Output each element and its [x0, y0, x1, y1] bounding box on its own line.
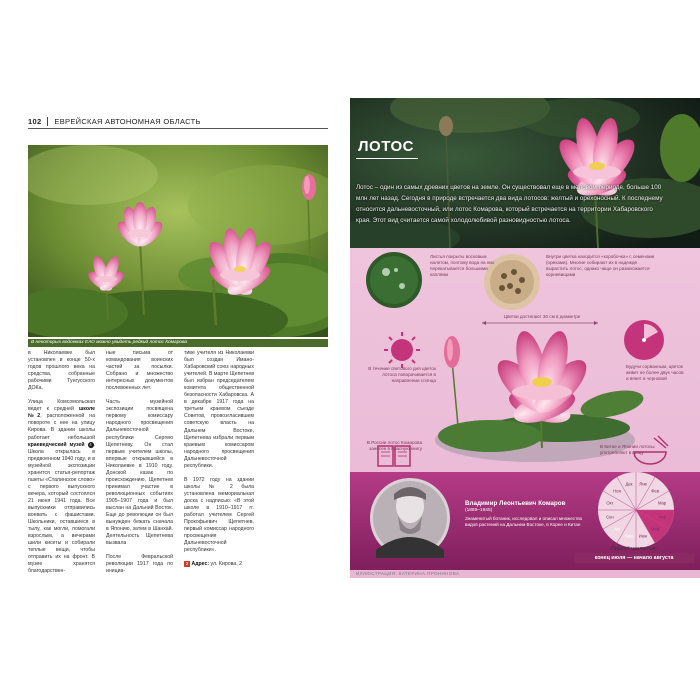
note-leaf: Листья покрыты восковым налетом, поэтому вода на них перекатывается большими каплями: [430, 254, 495, 277]
header-divider: [47, 117, 48, 126]
text-columns: [28, 350, 328, 590]
month-label: Дек: [625, 481, 633, 487]
month-label: Июн: [638, 533, 648, 539]
month-label: Мар: [657, 500, 667, 506]
region-title: ЕВРЕЙСКАЯ АВТОНОМНАЯ ОБЛАСТЬ: [54, 117, 201, 126]
paragraph: [28, 399, 95, 575]
infographic-title: ЛОТОС: [358, 138, 414, 155]
note-sun: В течение светового дня цветок лотоса поворачивается в направлении солнца: [368, 366, 436, 383]
illustration-credit: ИЛЛЮСТРАЦИЯ: КАТЕРИНА ПРОНИНОВА: [356, 571, 460, 576]
page-number: 102: [28, 117, 42, 126]
month-label: Окт: [606, 500, 614, 506]
bio-text: Знаменитый ботаник, исследовал и описал множество видов растений на Дальнем Востоке, в Корее и Китае: [465, 516, 583, 528]
bio-name: Владимир Леонтьевич Комаров: [465, 500, 566, 507]
address-icon: 2: [185, 561, 189, 567]
page-header: [28, 115, 328, 129]
note-clock: Будучи сорванным, цветок живет не более двух часов и вянет в черновой: [626, 364, 684, 381]
left-page: [28, 115, 328, 585]
paragraph: ные письма от командования воинских частей за посылки. Собрано и множество интересных документов послевоенных лет.: [106, 350, 173, 392]
address-label: Адрес:: [191, 561, 210, 568]
text-run: , расположенной на повороте с нее на улицу Кирова. В здании школы работает небольшой: [28, 413, 96, 441]
period-label: Период цветения:: [610, 546, 658, 552]
photo-caption: В некоторых водоемах ЕАО можно увидеть редкий лотос Комарова: [28, 339, 328, 347]
map-marker-icon: 4: [89, 441, 92, 447]
komarov-bio: [465, 500, 585, 528]
paragraph: В 1972 году на здании школы № 2 была установлена мемориальная доска с надписью: «В этой школе в 1910–1917 гг. работал учителем Сергей Прокофьевич Щепетнев, первый комиссар народного просвещения Дальневосточной республики».: [184, 476, 254, 554]
school-name: школе №2: [28, 406, 95, 420]
bio-years: (1869–1945): [465, 508, 493, 513]
text-column-1: [28, 350, 95, 575]
infographic-header-photo: [350, 98, 700, 248]
note-diameter: Цветки достигают 30 см в диаметре: [503, 314, 581, 319]
museum-name: краеведческий музей: [28, 441, 85, 448]
month-label: Май: [650, 526, 660, 532]
month-label: Янв: [639, 481, 647, 487]
text-column-3: [184, 350, 254, 568]
note-pod: Внутри цветка находится «коробочка» с семенами (орехами). Многие собирают их в надежде вырастить лотос, однако чаще он размножается корневищами: [546, 254, 655, 277]
text-column-2: [106, 350, 173, 575]
note-red-book: В России лотос Комарова занесен в Красную книгу: [366, 440, 422, 451]
paragraph: Часть музейной экспозиции посвящена первому комиссару народного просвещения Дальневосточной республики Сергею Щепетневу. Он стал первым учителем школы, впервые открывшейся в Николаевке в 1910 году. Донской казак по происхождению, Щепетнев принимал участие в революционных событиях 1905–1907 года и был выслан на Дальний Восток. Еще до революции он был вынужден бежать сначала в Японию, затем в Шанхай. Деятельность Щепетнева вызвала: [106, 399, 173, 547]
blooming-period: [574, 546, 694, 563]
title-underline: [356, 158, 418, 159]
infographic-intro: Лотос – один из самых древних цветов на земле. Он существовал еще в меловом периоде, больше 100 млн лет назад. Сегодня в природе встречается два вида лотосов: желтый и орехоносный. К последнему относится дальневосточный, или лотос Комарова, который встречается на территории Хабаровского края. Этот вид считается самой холодолюбивой разновидностью лотоса.: [356, 184, 663, 224]
paragraph: в Николаевке был установлен в конце 50-х годов прошлого века на средства, собранные рабочими Тунгусского ДОКа.: [28, 350, 95, 392]
month-label: Июл: [624, 533, 634, 539]
right-page-infographic: [350, 98, 700, 578]
period-value: конец июля — начало августа: [574, 553, 694, 563]
note-food: В Китае и Японии лотосы употребляют в пищу: [600, 444, 655, 455]
month-label: Сен: [606, 514, 614, 520]
paragraph: После Февральской революции 1917 года по инициа-: [106, 554, 173, 575]
text-run: . Школа открылась в предвоенном 1940 году, и в музейной экспозиции хранится статья-репортаж газеты «Сталинское слово» с первого выпускного вечера, который состоялся 21 июня 1941 года. Все выпускники отправились воевать с фашистами. Школьники, оставшиеся в тылу, как могли, помогали взрослым, а вечерами шили кисеты и собирали теплые вещи, чтобы отправить их на фронт. В музее хранятся благодарствен-: [28, 441, 95, 575]
paragraph: тиве учителя из Николаевки был создан Имано-Хабаровский союз народных учителей. В марте Щепетнев был избран председателем комитета общественной безопасности Хабаровска. А в декабре 1917 года на третьем краевом съезде Советов, провозгласившем советскую власть на Дальнем Востоке, Щепетнева избрали первым краевым комиссаром народного просвещения Дальневосточной республики.: [184, 350, 254, 469]
month-label: Фев: [651, 488, 659, 494]
address-line: [184, 561, 254, 568]
infographic-body: [350, 248, 700, 578]
text-run: Улица Комсомольская ведет к средней: [28, 399, 95, 413]
month-label: Апр: [658, 514, 666, 520]
month-label: Ноя: [613, 488, 621, 494]
month-label: Авг: [613, 526, 621, 532]
address-value: ул. Кирова, 2: [209, 561, 242, 568]
lotus-photo: [28, 145, 328, 337]
